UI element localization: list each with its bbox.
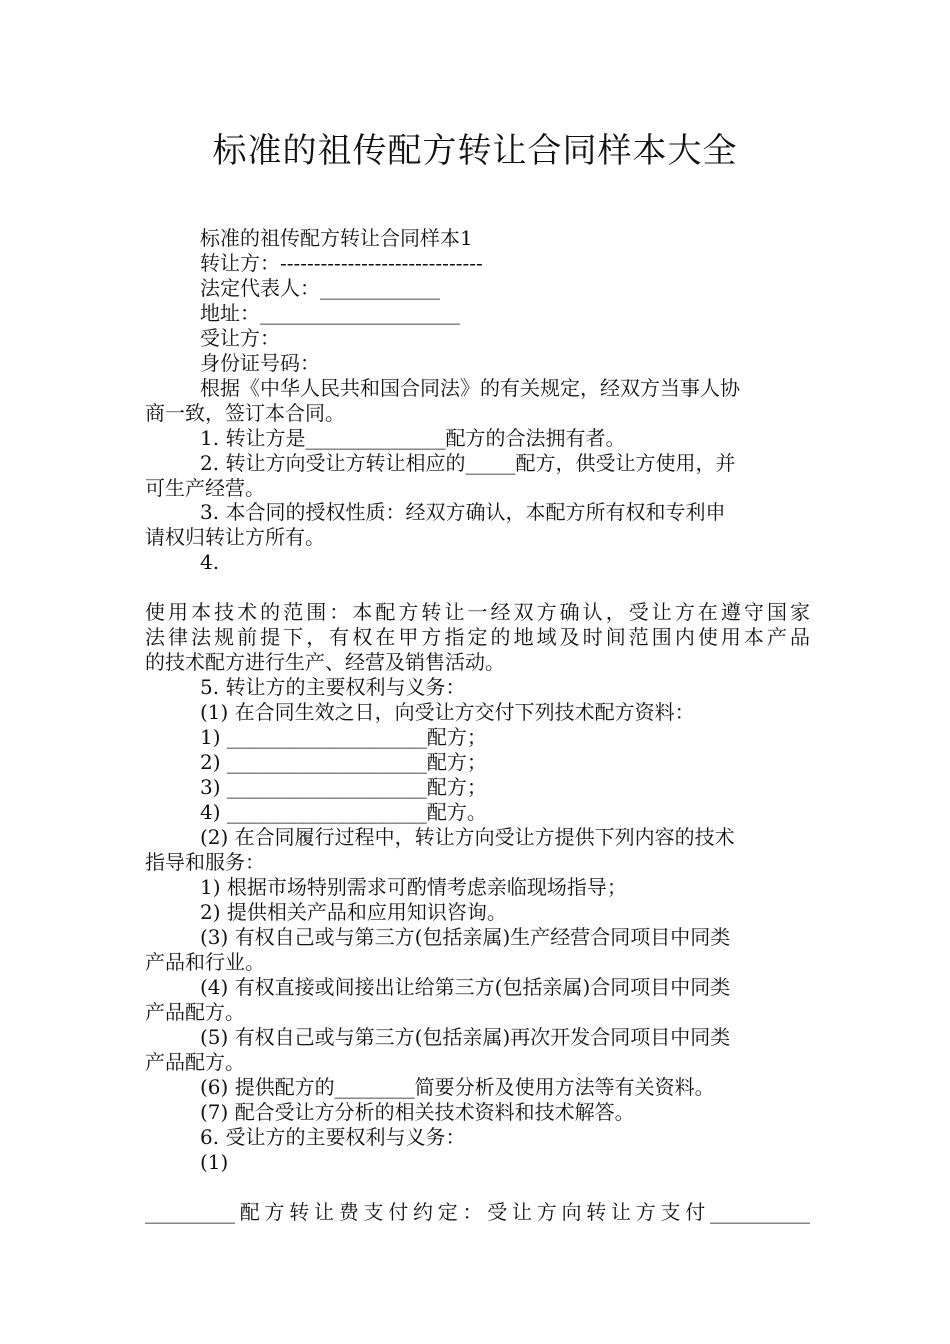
sub-clause: (5) 有权自己或与第三方(包括亲属)再次开发合同项目中同类 xyxy=(200,1025,731,1049)
paragraph-line: 产品配方。 xyxy=(145,1000,245,1024)
sub-clause: (7) 配合受让方分析的相关技术资料和技术解答。 xyxy=(200,1100,635,1124)
list-item: 1) ____________________配方； xyxy=(200,725,487,749)
clause-5: 5. 转让方的主要权利与义务： xyxy=(200,675,466,699)
transferor-field: 转让方：------------------------------ xyxy=(200,251,483,275)
section-heading: 标准的祖传配方转让合同样本1 xyxy=(200,226,473,250)
clause-1: 1. 转让方是______________配方的合法拥有者。 xyxy=(200,426,626,450)
address-field: 地址：____________________ xyxy=(200,301,460,325)
sub-clause: (1) 在合同生效之日，向受让方交付下列技术配方资料： xyxy=(200,700,695,724)
clause-3: 3. 本合同的授权性质：经双方确认，本配方所有权和专利申 xyxy=(200,500,726,524)
paragraph-line: 法律法规前提下，有权在甲方指定的地域及时间范围内使用本产品 xyxy=(145,625,810,649)
transferee-field: 受让方： xyxy=(200,326,280,350)
clause-6: 6. 受让方的主要权利与义务： xyxy=(200,1125,466,1149)
paragraph-line: 的技术配方进行生产、经营及销售活动。 xyxy=(145,650,505,674)
clause-4: 4. xyxy=(200,550,220,574)
paragraph-line: 根据《中华人民共和国合同法》的有关规定，经双方当事人协 xyxy=(200,376,740,400)
list-item: 2) ____________________配方； xyxy=(200,750,487,774)
id-number-field: 身份证号码： xyxy=(200,351,320,375)
paragraph-line: 指导和服务： xyxy=(145,850,265,874)
list-item: 1) 根据市场特别需求可酌情考虑亲临现场指导； xyxy=(200,875,627,899)
paragraph-line: 使用本技术的范围：本配方转让一经双方确认，受让方在遵守国家 xyxy=(145,600,810,624)
sub-clause: (1) xyxy=(200,1150,229,1174)
paragraph-line: 商一致，签订本合同。 xyxy=(145,401,345,425)
clause-2: 2. 转让方向受让方转让相应的_____配方，供受让方使用，并 xyxy=(200,451,736,475)
document-title: 标准的祖传配方转让合同样本大全 xyxy=(212,131,738,171)
sub-clause: (4) 有权直接或间接出让给第三方(包括亲属)合同项目中同类 xyxy=(200,975,731,999)
list-item: 3) ____________________配方； xyxy=(200,775,487,799)
paragraph-line: 请权归转让方所有。 xyxy=(145,525,325,549)
paragraph-line: 产品和行业。 xyxy=(145,950,265,974)
sub-clause: (6) 提供配方的________简要分析及使用方法等有关资料。 xyxy=(200,1075,715,1099)
list-item: 4) ____________________配方。 xyxy=(200,800,487,824)
legal-representative-field: 法定代表人：____________ xyxy=(200,276,440,300)
sub-clause: (3) 有权自己或与第三方(包括亲属)生产经营合同项目中同类 xyxy=(200,925,731,949)
list-item: 2) 提供相关产品和应用知识咨询。 xyxy=(200,900,507,924)
paragraph-line: 产品配方。 xyxy=(145,1050,245,1074)
payment-clause-line: _________配方转让费支付约定：受让方向转让方支付__________ xyxy=(145,1200,810,1224)
sub-clause: (2) 在合同履行过程中，转让方向受让方提供下列内容的技术 xyxy=(200,825,735,849)
paragraph-line: 可生产经营。 xyxy=(145,476,265,500)
